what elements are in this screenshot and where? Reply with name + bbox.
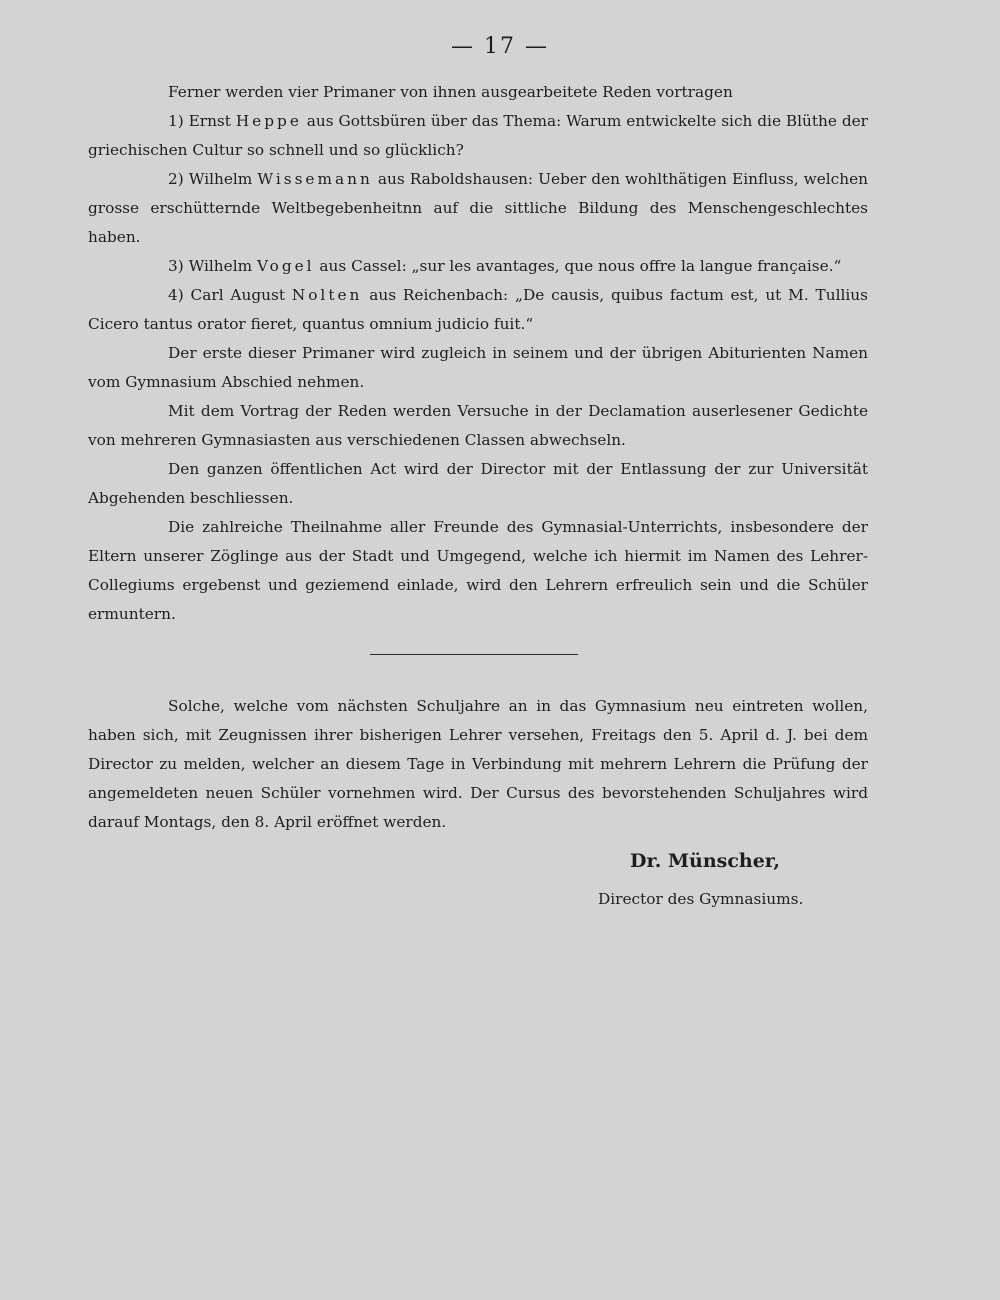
paragraph-declamation: Mit dem Vortrag der Reden werden Versuche in der Declamation auserlesener Gedichte von mehreren Gymnasiasten aus verschiedenen Classen abwechseln. [88,402,868,449]
speech-3-prefix: 3) Wilhelm [168,257,257,275]
signature-name: Dr. Münscher, [630,850,781,872]
speech-4-text: aus Reichenbach: „De causis, quibus factum est, ut M. Tullius Cicero tantus orator fieret, quantus omnium judicio fuit.“ [88,286,868,333]
announcement-body [88,78,868,629]
speech-4-prefix: 4) Carl August [168,286,292,304]
enrollment-notice [88,692,868,837]
paragraph-farewell: Der erste dieser Primaner wird zugleich in seinem und der übrigen Abiturienten Namen vom Gymnasium Abschied nehmen. [88,344,868,391]
speaker-name-2: Wissemann [257,170,373,188]
speech-3-text: aus Cassel: „sur les avantages, que nous offre la langue française.“ [314,257,842,275]
paragraph-speech-2 [88,165,868,252]
paragraph-speech-4 [88,281,868,339]
speaker-name-1: Heppe [235,112,302,130]
speech-1-text: aus Gottsbüren über das Thema: Warum entwickelte sich die Blüthe der griechischen Cultur so schnell und so glücklich? [88,112,868,159]
paragraph-intro: Ferner werden vier Primaner von ihnen ausgearbeitete Reden vortragen [168,83,733,101]
speech-1-prefix: 1) Ernst [168,112,236,130]
paragraph-speech-1 [88,107,868,165]
paragraph-speech-3 [88,252,868,281]
paragraph-invitation: Die zahlreiche Theilnahme aller Freunde des Gymnasial-Unterrichts, insbesondere der Eltern unserer Zöglinge aus der Stadt und Umgegend, welche ich hiermit im Namen des Lehrer-Collegiums ergebenst und geziemend einlade, wird den Lehrern erfreulich sein und die Schüler ermuntern. [88,518,868,623]
speaker-name-3: Vogel [256,257,315,275]
paragraph-enrollment: Solche, welche vom nächsten Schuljahre an in das Gymnasium neu eintreten wollen, haben sich, mit Zeugnissen ihrer bisherigen Lehrer versehen, Freitags den 5. April d. J. bei dem Director zu melden, welcher an diesem Tage in Verbindung mit mehrern Lehrern die Prüfung der angemeldeten neuen Schüler vornehmen wird. Der Cursus des bevorstehenden Schuljahres wird darauf Montags, den 8. April eröffnet werden. [88,697,868,831]
speech-2-text: aus Raboldshausen: Ueber den wohlthätigen Einfluss, welchen grosse erschütternde Weltbegebenheitnn auf die sittliche Bildung des Menschengeschlechtes haben. [88,170,868,246]
page-number: — 17 — [451,34,549,59]
section-divider [370,654,578,655]
speech-2-prefix: 2) Wilhelm [168,170,258,188]
speaker-name-4: Nolten [291,286,363,304]
signature-title: Director des Gymnasiums. [598,890,804,908]
paragraph-closing-act: Den ganzen öffentlichen Act wird der Director mit der Entlassung der zur Universität Abgehenden beschliessen. [88,460,868,507]
